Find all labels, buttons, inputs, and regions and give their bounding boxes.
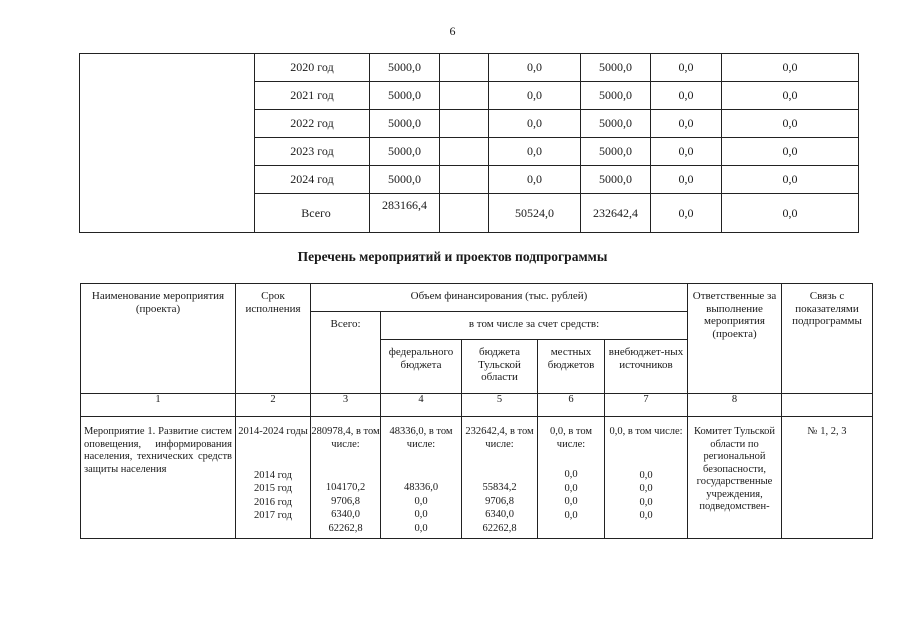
- funding-summary-cell: 0,0: [651, 194, 722, 233]
- funding-summary-cell: 0,0: [489, 110, 581, 138]
- header-including: в том числе за счет средств:: [381, 312, 688, 340]
- year-value: 104170,2: [325, 482, 366, 493]
- header-term: Срок исполнения: [236, 284, 311, 394]
- activity-regional-text: 232642,4, в том числе:: [465, 426, 534, 450]
- activity-total-text: 280978,4, в том числе:: [311, 426, 380, 450]
- year-value: 48336,0: [403, 482, 439, 493]
- year-value: 2017 год: [254, 510, 292, 521]
- funding-summary-row: [80, 54, 859, 82]
- activity-extra-text: 0,0, в том числе:: [609, 426, 683, 437]
- funding-summary-cell: 0,0: [489, 166, 581, 194]
- funding-summary-cell: 5000,0: [370, 54, 440, 82]
- year-value: 0,0: [639, 496, 653, 508]
- column-number: 1: [81, 394, 236, 417]
- column-number: 2: [236, 394, 311, 417]
- header-funding: Объем финансирования (тыс. рублей): [311, 284, 688, 312]
- header-link: Связь с показателями подпрограммы: [782, 284, 873, 394]
- year-value: 2014 год: [254, 469, 292, 481]
- year-value: 6340,0: [485, 509, 514, 520]
- activity-regional: [462, 417, 538, 539]
- funding-summary-cell: 0,0: [489, 82, 581, 110]
- funding-summary-cell: 232642,4: [581, 194, 651, 233]
- year-value: 2015 год: [254, 483, 292, 494]
- header-local: местных бюджетов: [538, 340, 605, 394]
- total-year-values: [311, 482, 380, 536]
- year-value: 62262,8: [328, 522, 363, 534]
- funding-summary-cell: [440, 166, 489, 194]
- year-value: 0,0: [564, 469, 578, 480]
- header-responsible: Ответственные за выполнение мероприятия (проекта): [688, 284, 782, 394]
- funding-summary-cell: 0,0: [722, 110, 859, 138]
- funding-summary-cell: 0,0: [722, 82, 859, 110]
- funding-summary-cell: 0,0: [651, 166, 722, 194]
- column-number: 3: [311, 394, 381, 417]
- funding-summary-cell: 0,0: [651, 54, 722, 82]
- header-name: Наименование мероприятия (проекта): [81, 284, 236, 394]
- funding-summary-cell: 0,0: [722, 166, 859, 194]
- funding-summary-cell: 2024 год: [255, 166, 370, 194]
- column-number: 6: [538, 394, 605, 417]
- year-value: 2016 год: [254, 496, 292, 508]
- activity-responsible: [688, 417, 782, 539]
- header-extra: внебюджет-ных источников: [605, 340, 688, 394]
- activity-local-text: 0,0, в том числе:: [549, 426, 593, 450]
- extra-year-values: [605, 470, 687, 524]
- funding-summary-cell: 5000,0: [370, 138, 440, 166]
- year-list: [236, 470, 310, 524]
- column-number: 4: [381, 394, 462, 417]
- funding-summary-cell: 50524,0: [489, 194, 581, 233]
- funding-summary-cell: 5000,0: [370, 110, 440, 138]
- blank-cell: [80, 54, 255, 233]
- year-value: 62262,8: [482, 522, 517, 534]
- activity-local: [538, 417, 605, 539]
- funding-summary-cell: [440, 110, 489, 138]
- activity-extra: [605, 417, 688, 539]
- activities-table: [80, 283, 873, 539]
- funding-summary-cell: 5000,0: [370, 166, 440, 194]
- funding-summary-cell: 0,0: [489, 54, 581, 82]
- regional-year-values: [462, 482, 537, 536]
- year-value: 0,0: [564, 482, 578, 494]
- funding-summary-cell: 0,0: [489, 138, 581, 166]
- year-value: 55834,2: [482, 482, 517, 493]
- year-value: 9706,8: [485, 495, 514, 507]
- activity-total: [311, 417, 381, 539]
- funding-summary-cell: [440, 54, 489, 82]
- funding-summary-table: [79, 53, 859, 233]
- funding-summary-cell: 0,0: [651, 138, 722, 166]
- funding-summary-cell: 0,0: [722, 54, 859, 82]
- funding-summary-cell: 0,0: [651, 110, 722, 138]
- year-value: 0,0: [564, 496, 578, 507]
- activity-responsible-text: Комитет Тульской области по региональной безопасности, государственные учреждения, подведомствен-: [693, 426, 776, 512]
- year-value: 9706,8: [331, 495, 360, 507]
- activity-name-text: Мероприятие 1. Развитие систем оповещения, информирования населения, технических средств защиты населения: [84, 426, 232, 475]
- funding-summary-cell: 5000,0: [581, 166, 651, 194]
- activity-term: [236, 417, 311, 539]
- activity-link-text: № 1, 2, 3: [807, 426, 847, 437]
- funding-summary-cell: 283166,4: [370, 194, 440, 233]
- federal-year-values: [381, 482, 461, 536]
- column-number-empty: [782, 394, 873, 417]
- funding-summary-cell: 5000,0: [581, 138, 651, 166]
- funding-summary-cell: [440, 82, 489, 110]
- activity-federal-text: 48336,0, в том числе:: [389, 426, 453, 450]
- funding-summary-cell: 5000,0: [581, 110, 651, 138]
- year-value: 0,0: [639, 483, 653, 494]
- funding-summary-cell: 0,0: [722, 194, 859, 233]
- year-value: 0,0: [414, 509, 428, 520]
- funding-summary-cell: 2022 год: [255, 110, 370, 138]
- funding-summary-cell: 2021 год: [255, 82, 370, 110]
- year-value: 0,0: [564, 509, 578, 521]
- funding-summary-cell: 2020 год: [255, 54, 370, 82]
- column-number: 8: [688, 394, 782, 417]
- column-number-row: [81, 394, 873, 417]
- activity-name: [81, 417, 236, 539]
- column-number: 7: [605, 394, 688, 417]
- funding-summary-cell: 0,0: [722, 138, 859, 166]
- funding-summary-cell: [440, 138, 489, 166]
- header-federal: федерального бюджета: [381, 340, 462, 394]
- funding-summary-cell: 5000,0: [581, 54, 651, 82]
- activity-link: [782, 417, 873, 539]
- funding-summary-cell: 2023 год: [255, 138, 370, 166]
- funding-summary-cell: 5000,0: [581, 82, 651, 110]
- section-title: Перечень мероприятий и проектов подпрограммы: [297, 249, 608, 264]
- header-regional: бюджета Тульской области: [462, 340, 538, 394]
- funding-summary-cell: [440, 194, 489, 233]
- local-year-values: [538, 469, 604, 523]
- year-value: 0,0: [414, 495, 428, 507]
- page-number: 6: [449, 24, 456, 38]
- header-total: Всего:: [311, 312, 381, 394]
- year-value: 0,0: [414, 522, 428, 534]
- year-value: 6340,0: [331, 509, 360, 520]
- activity-term-text: 2014-2024 годы: [238, 426, 308, 437]
- funding-summary-cell: 0,0: [651, 82, 722, 110]
- activity-federal: [381, 417, 462, 539]
- funding-summary-cell: Всего: [255, 194, 370, 233]
- year-value: 0,0: [639, 469, 653, 481]
- year-value: 0,0: [639, 510, 653, 521]
- column-number: 5: [462, 394, 538, 417]
- funding-summary-cell: 5000,0: [370, 82, 440, 110]
